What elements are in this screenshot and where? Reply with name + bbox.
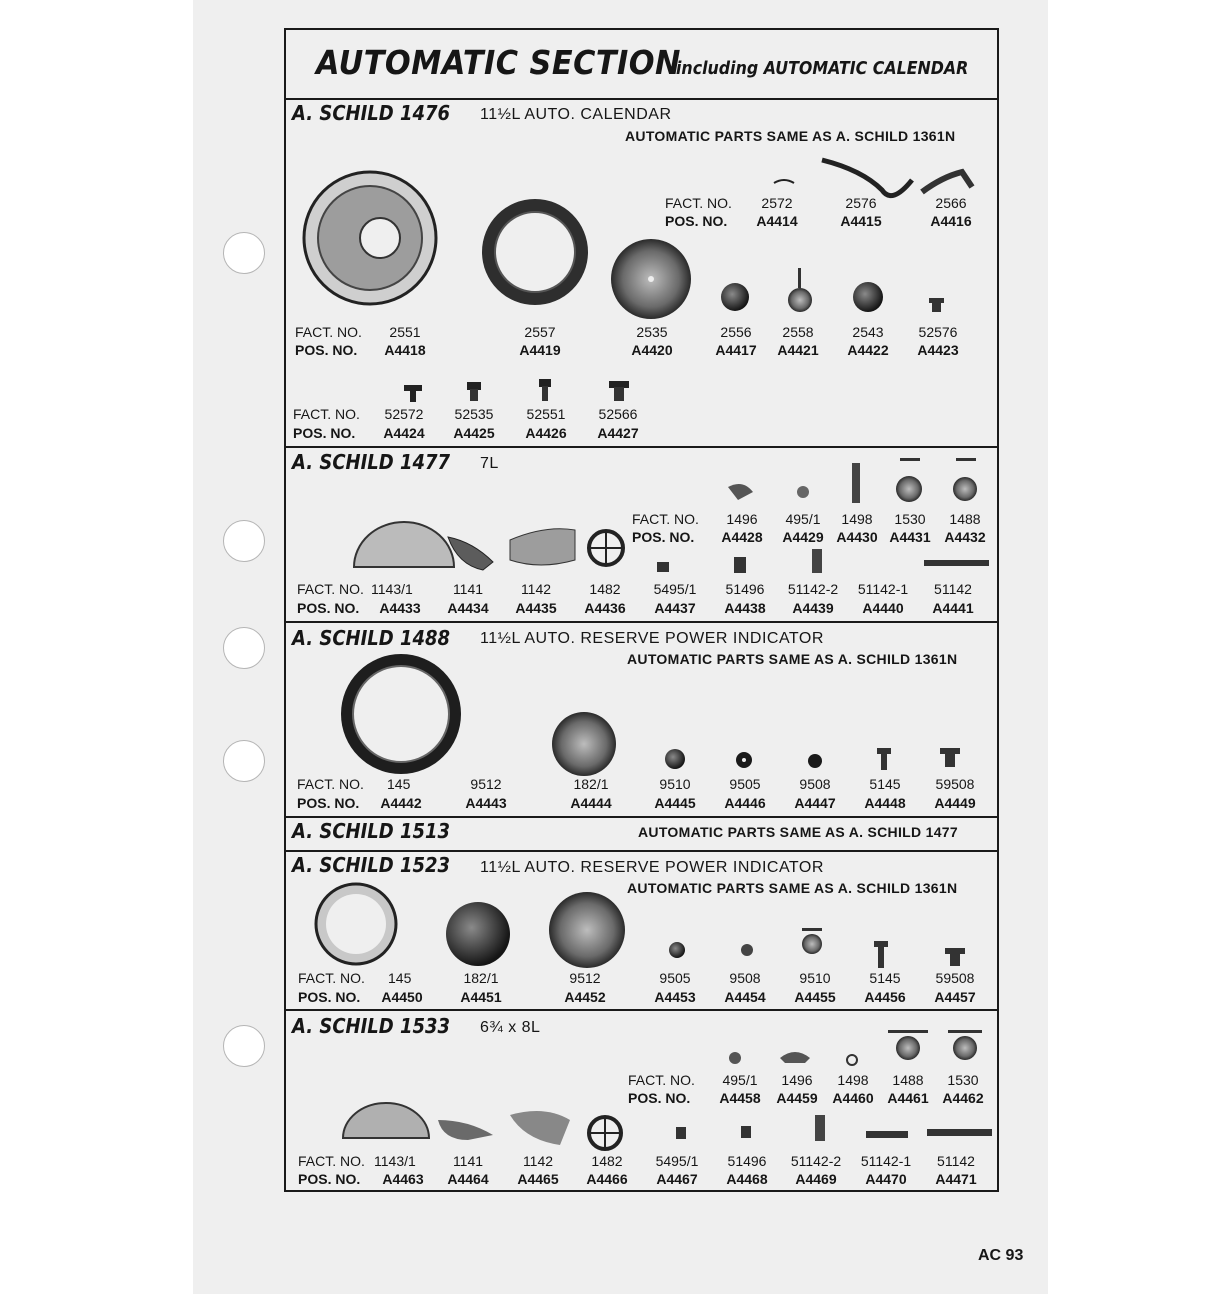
pos-number: A4422 xyxy=(847,342,889,358)
section-title: A. SCHILD 1513 xyxy=(292,819,451,843)
fact-number: 51142-1 xyxy=(857,581,909,597)
fact-number: 2556 xyxy=(720,324,752,340)
fact-number: 9510 xyxy=(659,776,691,792)
wheel-2543-icon xyxy=(853,282,883,312)
fact-no-label: FACT. NO. xyxy=(628,1072,695,1088)
fact-number: 9508 xyxy=(729,970,761,986)
fact-number: 1498 xyxy=(837,1072,869,1088)
screw-51142-1533-icon xyxy=(927,1129,992,1136)
screw-59508-icon xyxy=(940,748,960,767)
pos-number: A4425 xyxy=(453,425,495,441)
pos-number: A4449 xyxy=(934,795,976,811)
wheel-9505-icon xyxy=(736,752,752,768)
pos-number: A4463 xyxy=(382,1171,424,1187)
fact-number: 59508 xyxy=(935,776,975,792)
fact-no-label: FACT. NO. xyxy=(297,776,364,792)
spring-2572-icon xyxy=(774,180,794,183)
wheel-1530-icon xyxy=(896,458,922,502)
screw-59508-1523-icon xyxy=(945,948,965,966)
screw-51142-2-1533-icon xyxy=(815,1115,825,1141)
pos-number: A4450 xyxy=(381,989,423,1005)
pos-number: A4424 xyxy=(383,425,425,441)
fact-number: 1530 xyxy=(947,1072,979,1088)
fact-number: 1141 xyxy=(452,1153,484,1169)
screw-51142-2-icon xyxy=(812,549,822,573)
pos-number: A4439 xyxy=(792,600,834,616)
pos-number: A4459 xyxy=(776,1090,818,1106)
fact-number: 51496 xyxy=(725,581,765,597)
section-title: A. SCHILD 1477 xyxy=(292,450,451,474)
fact-number: 5495/1 xyxy=(655,1153,699,1169)
fact-number: 9505 xyxy=(729,776,761,792)
pos-number: A4433 xyxy=(379,600,421,616)
fact-number: 495/1 xyxy=(785,511,821,527)
page-title: AUTOMATIC SECTION xyxy=(316,43,681,82)
fact-no-label: FACT. NO. xyxy=(297,581,364,597)
fact-number: 51496 xyxy=(727,1153,767,1169)
wheel-495-1-icon xyxy=(797,486,809,498)
screw-52576-icon xyxy=(929,298,944,312)
fact-no-label: FACT. NO. xyxy=(298,1153,365,1169)
pinion-1496-icon xyxy=(728,484,753,500)
fact-number: 1498 xyxy=(841,511,873,527)
pos-number: A4464 xyxy=(447,1171,489,1187)
fact-number: 9512 xyxy=(470,776,502,792)
section-title: A. SCHILD 1523 xyxy=(292,853,451,877)
ring-145-1523-icon xyxy=(316,884,396,964)
page-number: AC 93 xyxy=(978,1247,1024,1264)
fact-number: 182/1 xyxy=(463,970,499,986)
fact-number: 1143/1 xyxy=(374,1153,416,1169)
fact-number: 1530 xyxy=(894,511,926,527)
screw-51496-1533-icon xyxy=(741,1126,751,1138)
fact-number: 9508 xyxy=(799,776,831,792)
fact-number: 1142 xyxy=(520,581,552,597)
pos-no-label: POS. NO. xyxy=(298,989,361,1005)
fact-no-label: FACT. NO. xyxy=(665,195,732,211)
bridge-1141-1533-icon xyxy=(438,1120,493,1140)
pos-number: A4417 xyxy=(715,342,757,358)
pos-number: A4468 xyxy=(726,1171,768,1187)
fact-number: 1142 xyxy=(522,1153,554,1169)
pinion-9508-1523-icon xyxy=(741,944,753,956)
pos-number: A4432 xyxy=(944,529,986,545)
section-note: AUTOMATIC PARTS SAME AS A. SCHILD 1477 xyxy=(638,824,958,840)
pinion-9505-1523-icon xyxy=(669,942,685,958)
fact-number: 51142-1 xyxy=(860,1153,912,1169)
screw-5145-1523-icon xyxy=(874,941,888,968)
ring-145-icon xyxy=(341,654,461,774)
pos-number: A4453 xyxy=(654,989,696,1005)
fact-number: 2557 xyxy=(524,324,556,340)
fact-number: 1482 xyxy=(591,1153,623,1169)
bridge-1142-icon xyxy=(510,529,575,565)
fact-number: 5145 xyxy=(869,970,901,986)
pos-number: A4418 xyxy=(384,342,426,358)
fact-no-label: FACT. NO. xyxy=(295,324,362,340)
fact-number: 1488 xyxy=(892,1072,924,1088)
fact-number: 2566 xyxy=(935,195,967,211)
fact-number: 52566 xyxy=(598,406,638,422)
pos-number: A4471 xyxy=(935,1171,977,1187)
fact-no-label: FACT. NO. xyxy=(293,406,360,422)
pos-number: A4416 xyxy=(930,213,972,229)
fact-number: 59508 xyxy=(935,970,975,986)
screw-5145-icon xyxy=(877,748,891,770)
section-title: A. SCHILD 1533 xyxy=(292,1014,451,1038)
fact-number: 9510 xyxy=(799,970,831,986)
pos-no-label: POS. NO. xyxy=(628,1090,691,1106)
pos-number: A4420 xyxy=(631,342,673,358)
screw-5495-1-icon xyxy=(657,562,669,572)
pos-number: A4423 xyxy=(917,342,959,358)
section-note: AUTOMATIC PARTS SAME AS A. SCHILD 1361N xyxy=(627,651,958,667)
section-subtitle: 11½L AUTO. CALENDAR xyxy=(480,106,672,123)
wheel-2535-icon xyxy=(611,239,691,319)
screw-1498-1533-icon xyxy=(847,1055,857,1065)
calendar-ring-2557-icon xyxy=(482,199,588,305)
pos-number: A4419 xyxy=(519,342,561,358)
section-title: A. SCHILD 1476 xyxy=(292,101,451,125)
pos-no-label: POS. NO. xyxy=(295,342,358,358)
pinion-2556-icon xyxy=(721,283,749,311)
wheel-9510-1523-icon xyxy=(802,928,822,954)
pinion-9510-icon xyxy=(665,749,685,769)
pos-number: A4470 xyxy=(865,1171,907,1187)
pos-number: A4421 xyxy=(777,342,819,358)
pos-number: A4460 xyxy=(832,1090,874,1106)
fact-number: 1496 xyxy=(726,511,758,527)
pos-number: A4442 xyxy=(380,795,422,811)
pos-number: A4440 xyxy=(862,600,904,616)
pos-number: A4437 xyxy=(654,600,696,616)
fact-number: 145 xyxy=(388,970,412,986)
pos-number: A4455 xyxy=(794,989,836,1005)
pos-number: A4448 xyxy=(864,795,906,811)
fact-number: 52576 xyxy=(918,324,958,340)
fact-number: 9505 xyxy=(659,970,691,986)
screw-51142-icon xyxy=(924,560,989,566)
pos-number: A4461 xyxy=(887,1090,929,1106)
fact-number: 2572 xyxy=(761,195,793,211)
fact-number: 1482 xyxy=(589,581,621,597)
wheel-1488-icon xyxy=(953,458,977,501)
screw-52535-icon xyxy=(467,382,481,401)
pos-number: A4462 xyxy=(942,1090,984,1106)
section-title: A. SCHILD 1488 xyxy=(292,626,451,650)
screw-51142-1-1533-icon xyxy=(866,1131,908,1138)
fact-number: 51142-2 xyxy=(787,581,839,597)
pos-no-label: POS. NO. xyxy=(298,1171,361,1187)
pos-number: A4438 xyxy=(724,600,766,616)
fact-number: 145 xyxy=(387,776,411,792)
pinion-495-1-1533-icon xyxy=(729,1052,741,1064)
pos-number: A4447 xyxy=(794,795,836,811)
wheel-1488-1533-icon xyxy=(888,1030,928,1060)
fact-number: 2543 xyxy=(852,324,884,340)
section-subtitle: 11½L AUTO. RESERVE POWER INDICATOR xyxy=(480,630,824,647)
fact-number: 2576 xyxy=(845,195,877,211)
wheel-182-1-1523-icon xyxy=(446,902,510,966)
pos-number: A4465 xyxy=(517,1171,559,1187)
page-subtitle: including AUTOMATIC CALENDAR xyxy=(676,58,969,79)
fact-number: 52572 xyxy=(384,406,424,422)
pos-number: A4443 xyxy=(465,795,507,811)
pos-number: A4434 xyxy=(447,600,489,616)
fact-number: 1143/1 xyxy=(371,581,413,597)
pos-number: A4428 xyxy=(721,529,763,545)
fact-number: 2535 xyxy=(636,324,668,340)
fact-number: 51142-2 xyxy=(790,1153,842,1169)
bridge-1142-1533-icon xyxy=(510,1111,570,1145)
fact-number: 5495/1 xyxy=(653,581,697,597)
pos-number: A4457 xyxy=(934,989,976,1005)
fact-number: 52551 xyxy=(526,406,566,422)
pos-number: A4430 xyxy=(836,529,878,545)
lever-2566-icon xyxy=(922,172,972,192)
fact-number: 51142 xyxy=(934,581,972,597)
fact-number: 2558 xyxy=(782,324,814,340)
screw-1498-icon xyxy=(852,463,860,503)
screw-5495-1-1533-icon xyxy=(676,1127,686,1139)
pos-number: A4445 xyxy=(654,795,696,811)
pos-number: A4427 xyxy=(597,425,639,441)
pos-number: A4441 xyxy=(932,600,974,616)
screw-52572-icon xyxy=(404,385,422,402)
fact-number: 182/1 xyxy=(573,776,609,792)
weight-1143-1-icon xyxy=(354,522,454,567)
pos-number: A4415 xyxy=(840,213,882,229)
pos-no-label: POS. NO. xyxy=(632,529,695,545)
section-subtitle: 11½L AUTO. RESERVE POWER INDICATOR xyxy=(480,859,824,876)
screw-51496-icon xyxy=(734,557,746,573)
fact-number: 495/1 xyxy=(722,1072,758,1088)
fact-number: 2551 xyxy=(389,324,421,340)
fact-no-label: FACT. NO. xyxy=(298,970,365,986)
pinion-2558-icon xyxy=(788,268,812,312)
pos-number: A4446 xyxy=(724,795,766,811)
pos-number: A4414 xyxy=(756,213,798,229)
pos-number: A4458 xyxy=(719,1090,761,1106)
pos-number: A4467 xyxy=(656,1171,698,1187)
pos-no-label: POS. NO. xyxy=(297,600,360,616)
pos-no-label: POS. NO. xyxy=(665,213,728,229)
fact-number: 51142 xyxy=(937,1153,975,1169)
pos-number: A4454 xyxy=(724,989,766,1005)
pos-number: A4452 xyxy=(564,989,606,1005)
fact-no-label: FACT. NO. xyxy=(632,511,699,527)
pinion-1496-1533-icon xyxy=(780,1052,810,1063)
fact-number: 1141 xyxy=(452,581,484,597)
fact-number: 5145 xyxy=(869,776,901,792)
fact-number: 9512 xyxy=(569,970,601,986)
wheel-1530-1533-icon xyxy=(948,1030,982,1060)
weight-1143-1-1533-icon xyxy=(343,1103,429,1138)
plate-2551-icon xyxy=(304,172,436,304)
pos-number: A4469 xyxy=(795,1171,837,1187)
pos-number: A4429 xyxy=(782,529,824,545)
fact-number: 52535 xyxy=(454,406,494,422)
wheel-1482-icon xyxy=(589,531,623,565)
section-subtitle: 6¾ x 8L xyxy=(480,1019,541,1036)
section-note: AUTOMATIC PARTS SAME AS A. SCHILD 1361N xyxy=(625,128,956,144)
pos-number: A4466 xyxy=(586,1171,628,1187)
screw-52551-icon xyxy=(539,379,551,401)
wheel-9512-1523-icon xyxy=(549,892,625,968)
pos-number: A4451 xyxy=(460,989,502,1005)
pos-number: A4436 xyxy=(584,600,626,616)
wheel-1482-1533-icon xyxy=(589,1117,621,1149)
section-subtitle: 7L xyxy=(480,455,499,472)
pos-number: A4431 xyxy=(889,529,931,545)
pos-number: A4444 xyxy=(570,795,612,811)
lever-2576-icon xyxy=(822,160,912,196)
pos-number: A4456 xyxy=(864,989,906,1005)
fact-number: 1496 xyxy=(781,1072,813,1088)
pos-number: A4435 xyxy=(515,600,557,616)
pos-no-label: POS. NO. xyxy=(297,795,360,811)
wheel-182-1-icon xyxy=(552,712,616,776)
screw-52566-icon xyxy=(609,381,629,401)
pos-no-label: POS. NO. xyxy=(293,425,356,441)
fact-number: 1488 xyxy=(949,511,981,527)
section-note: AUTOMATIC PARTS SAME AS A. SCHILD 1361N xyxy=(627,880,958,896)
wheel-9508-icon xyxy=(808,754,822,768)
pos-number: A4426 xyxy=(525,425,567,441)
